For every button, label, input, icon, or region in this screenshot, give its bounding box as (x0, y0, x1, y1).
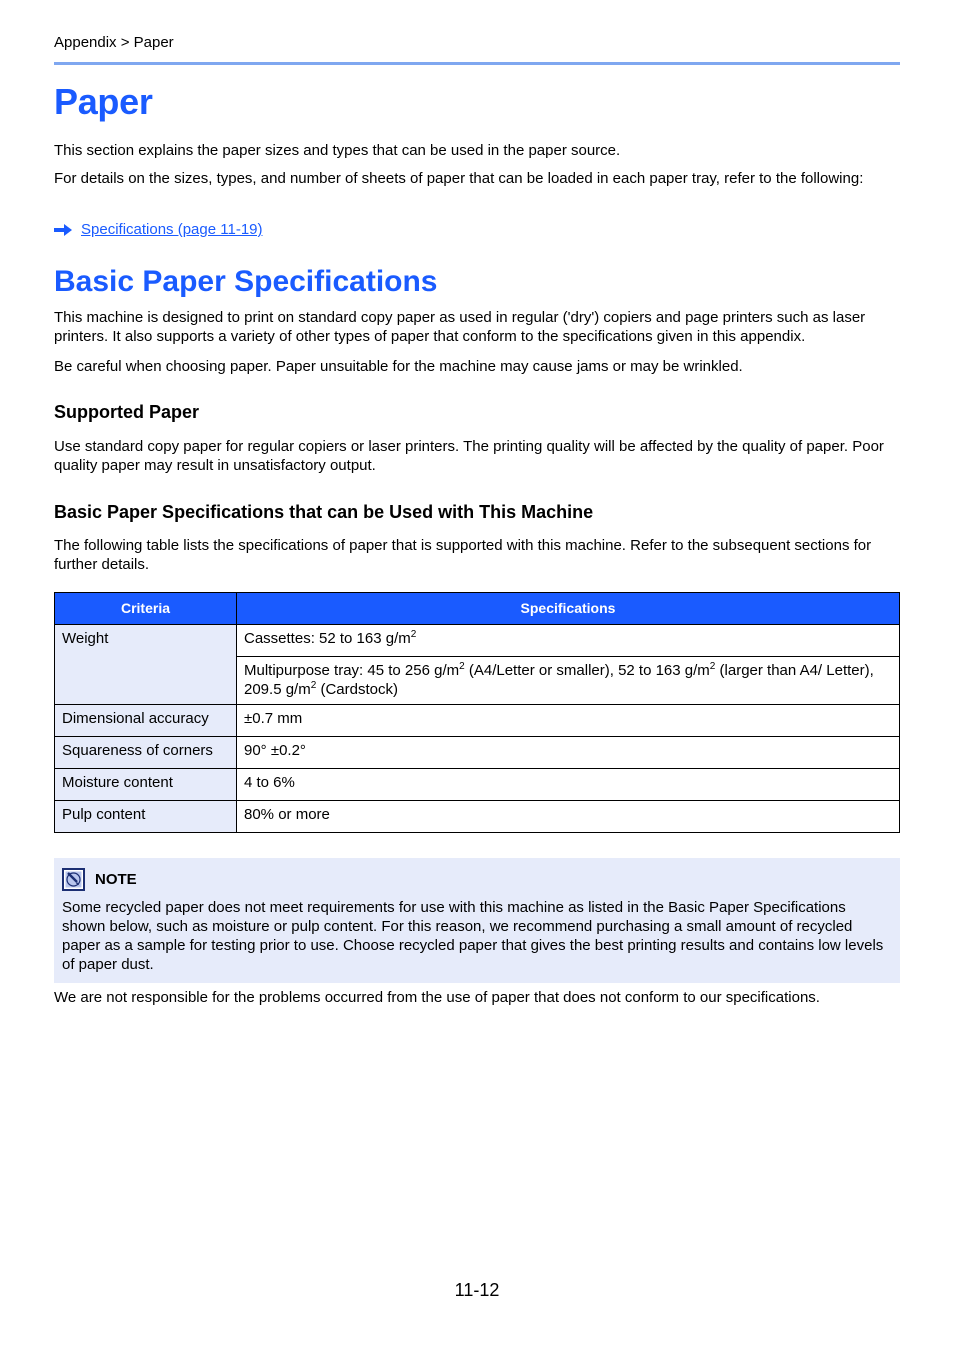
intro-paragraph-2: For details on the sizes, types, and number of sheets of paper that can be loaded in each paper tray, refer to the following: (54, 170, 864, 187)
criteria-cell: Dimensional accuracy (55, 705, 237, 737)
header-criteria: Criteria (55, 593, 237, 625)
machine-spec-heading: Basic Paper Specifications that can be Used with This Machine (54, 502, 594, 522)
header-rule (54, 62, 900, 65)
table-header-row (55, 593, 900, 625)
criteria-weight: Weight (55, 625, 237, 705)
superscript: 2 (310, 680, 317, 691)
spec-weight-cassettes (237, 625, 900, 657)
note-pencil-icon (62, 868, 85, 891)
intro-paragraph-1: This section explains the paper sizes and types that can be used in the paper source. (54, 142, 621, 159)
spec-cell: 4 to 6% (237, 769, 900, 801)
section-title: Basic Paper Specifications (54, 265, 438, 298)
note-label: NOTE (95, 871, 137, 888)
mp-text-b: (A4/Letter or smaller), 52 to 163 g/m (464, 662, 710, 679)
supported-paper-heading: Supported Paper (54, 402, 200, 422)
criteria-cell: Squareness of corners (55, 737, 237, 769)
machine-spec-paragraph: The following table lists the specifications of paper that is supported with this machine. Refer to the subsequent sections for further details. (54, 537, 872, 573)
page-number: 11-12 (454, 1280, 500, 1300)
specifications-link[interactable]: Specifications (page 11-19) (81, 221, 263, 238)
criteria-cell: Moisture content (55, 769, 237, 801)
table-row (55, 737, 900, 769)
table-row (55, 769, 900, 801)
superscript: 2 (459, 661, 465, 672)
mp-text-c: (larger than A4/ Letter), 209.5 g/m (244, 662, 874, 698)
table-row (55, 801, 900, 833)
superscript: 2 (410, 629, 417, 640)
breadcrumb[interactable]: Appendix > Paper (54, 34, 174, 51)
table-row-weight-cassettes (55, 625, 900, 657)
supported-paper-paragraph: Use standard copy paper for regular copiers or laser printers. The printing quality will be affected by the quality of paper. Poor quality paper may result in unsatisfactory output. (54, 438, 884, 474)
specifications-link-row[interactable] (54, 220, 263, 239)
section-paragraph-1: This machine is designed to print on standard copy paper as used in regular ('dry') copiers and page printers such as laser printers. It also supports a variety of other types of paper that conform to the specifications given in this appendix. (54, 309, 866, 345)
section-paragraph-2: Be careful when choosing paper. Paper unsuitable for the machine may cause jams or may be wrinkled. (54, 358, 743, 375)
mp-text-a: Multipurpose tray: 45 to 256 g/m (244, 662, 460, 679)
note-text: Some recycled paper does not meet requirements for use with this machine as listed in the Basic Paper Specifications shown below, such as moisture or pulp content. For this reason, we recommend purchasing a small amount of recycled paper as a sample for testing prior to use. Choose recycled paper that gives the best printing results and contains low levels of paper dust. (62, 899, 884, 973)
disclaimer-paragraph: We are not responsible for the problems occurred from the use of paper that does not conform to our specifications. (54, 989, 820, 1006)
spec-cell: ±0.7 mm (237, 705, 900, 737)
spec-weight-multipurpose (237, 657, 900, 705)
superscript: 2 (709, 661, 716, 672)
criteria-cell: Pulp content (55, 801, 237, 833)
page-title: Paper (54, 81, 153, 122)
table-row (55, 705, 900, 737)
note-box (54, 858, 900, 983)
spec-cell: 80% or more (237, 801, 900, 833)
spec-table (54, 592, 900, 833)
cassettes-text: Cassettes: 52 to 163 g/m (244, 630, 411, 647)
arrow-right-icon (54, 224, 72, 236)
spec-cell: 90° ±0.2° (237, 737, 900, 769)
note-header (62, 868, 137, 891)
header-specifications: Specifications (237, 593, 900, 625)
mp-text-d: (Cardstock) (316, 681, 398, 698)
